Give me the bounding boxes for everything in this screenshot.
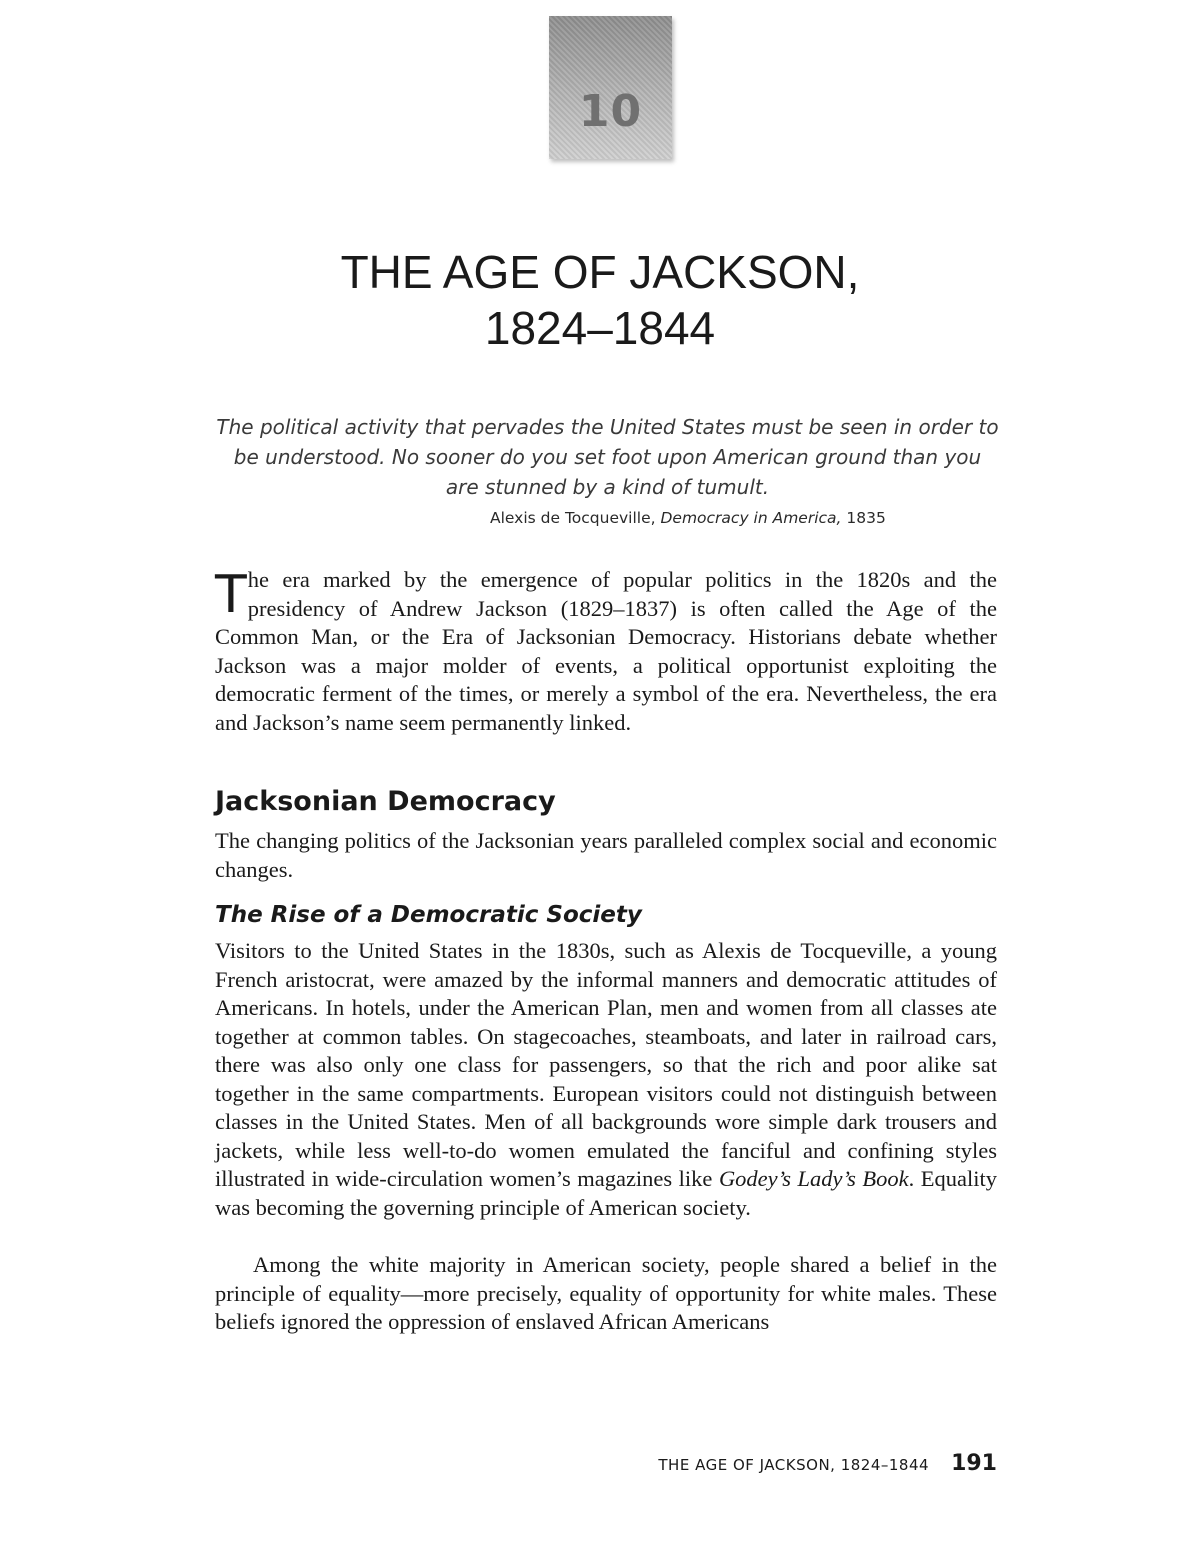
chapter-title xyxy=(200,244,1000,356)
paragraph-text-after: . Equality was becoming the governing principle of American society. xyxy=(215,1166,997,1220)
chapter-title-line-2: 1824–1844 xyxy=(484,302,716,354)
chapter-number-box xyxy=(549,16,672,159)
page-number: 191 xyxy=(951,1451,997,1476)
chapter-number: 10 xyxy=(578,86,643,137)
intro-paragraph xyxy=(215,566,997,737)
epigraph-year: 1835 xyxy=(841,509,886,527)
section-paragraph: The changing politics of the Jacksonian years paralleled complex social and economic changes. xyxy=(215,828,997,882)
paragraph-text-before: Visitors to the United States in the 1830s, such as Alexis de Tocqueville, a young French aristocrat, were amazed by the informal manners and democratic attitudes of Americans. In hotels, under the American Plan, men and women from all classes ate together at common tables. On stagecoaches, steamboats, and later in railroad cars, there was also only one class for passengers, so that the rich and poor alike sat together in the same compartments. European visitors could not distinguish between classes in the United States. Men of all backgrounds wore simple dark trousers and jackets, while less well-to-do women emulated the fanciful and confining styles illustrated in wide-circulation women’s magazines like xyxy=(215,938,997,1191)
chapter-title-line-1: THE AGE OF JACKSON, xyxy=(340,246,860,298)
epigraph-work: Democracy in America, xyxy=(660,509,842,527)
epigraph-attribution xyxy=(490,509,886,527)
subsection-heading: The Rise of a Democratic Society xyxy=(215,902,642,928)
running-head: THE AGE OF JACKSON, 1824–1844 xyxy=(658,1456,930,1474)
epigraph-author: Alexis de Tocqueville, xyxy=(490,509,661,527)
subsection-paragraph-1 xyxy=(215,937,997,1222)
magazine-title: Godey’s Lady’s Book xyxy=(718,1166,909,1191)
page-footer xyxy=(658,1451,997,1476)
subsection-paragraph-2: Among the white majority in American society, people shared a belief in the principle of equality—more precisely, equality of opportunity for white males. These beliefs ignored the oppression of enslaved African Americans xyxy=(215,1252,997,1334)
section-heading: Jacksonian Democracy xyxy=(215,786,556,817)
intro-text: he era marked by the emergence of popular politics in the 1820s and the presidency of Andrew Jackson (1829–1837) is often called the Age of the Common Man, or the Era of Jacksonian Democracy. Historians debate whether Jackson was a major molder of events, a political opportunist exploiting the democratic ferment of the times, or merely a symbol of the era. Nevertheless, the era and Jackson’s name seem permanently linked. xyxy=(215,567,997,735)
drop-cap: T xyxy=(215,565,247,625)
epigraph-quote: The political activity that pervades the United States must be seen in order to be understood. No sooner do you set foot upon American ground than you are stunned by a kind of tumult. xyxy=(216,415,999,499)
